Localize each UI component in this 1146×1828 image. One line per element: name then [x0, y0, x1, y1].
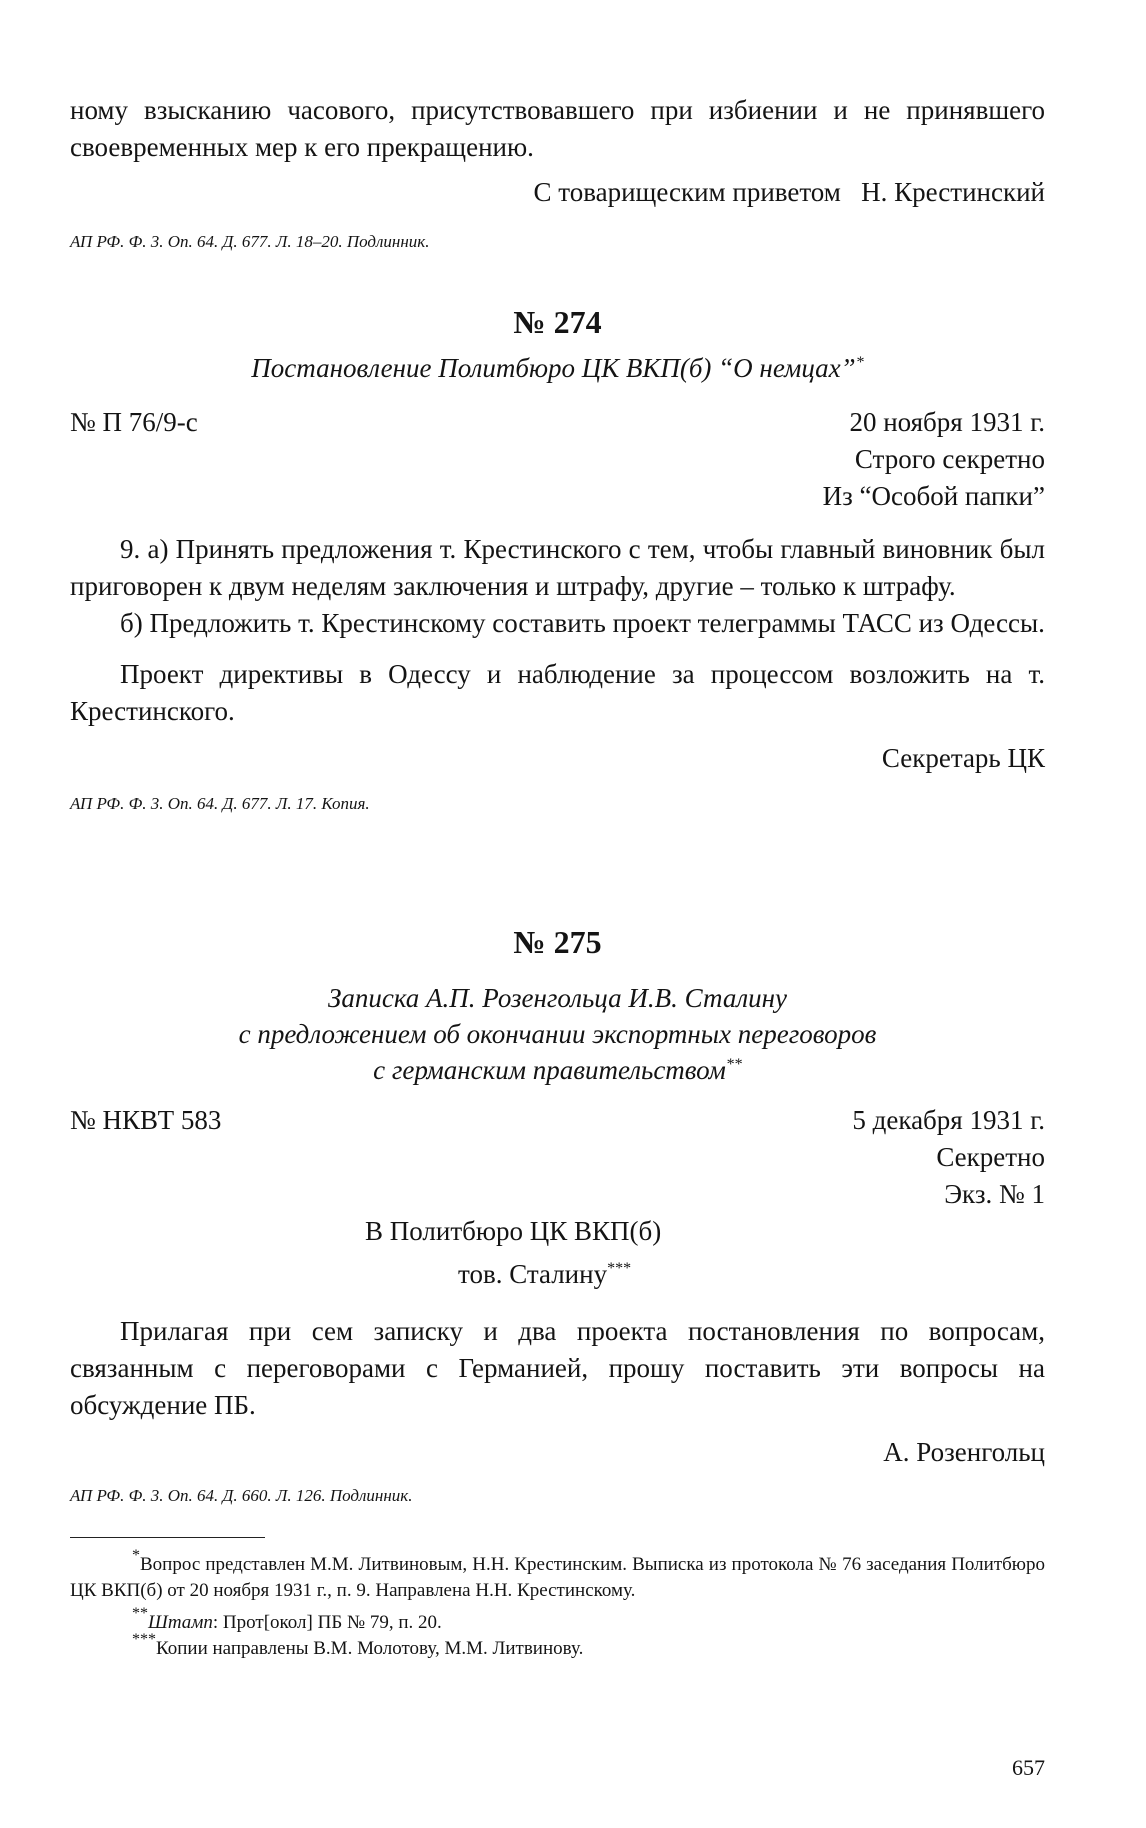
signature: Секретарь ЦК — [881, 743, 1045, 773]
footnote: *Вопрос представлен М.М. Литвиновым, Н.Н. Крестинским. Выписка из протокола № 76 заседания Политбюро ЦК ВКП(б) от 20 ноября 1931 г., п. 9. Направлена Н.Н. Крестинскому. — [70, 1547, 1045, 1601]
paragraph: Прилагая при сем записку и два проекта постановления по вопросам, связанным с переговорами с Германией, прошу поставить эти вопросы на обсуждение ПБ. — [70, 1316, 1045, 1420]
footnote-mark: ** — [132, 1605, 148, 1622]
classification: Строго секретно — [854, 444, 1045, 474]
ref-date-row — [70, 404, 1045, 441]
footnote-mark: *** — [132, 1631, 156, 1648]
document-274 — [70, 302, 1045, 815]
addressee: тов. Сталину*** — [458, 1259, 632, 1289]
footnotes — [70, 1537, 1045, 1662]
footnote-mark: ** — [725, 1056, 742, 1073]
document-title-line: с предложением об окончании экспортных переговоров — [238, 1019, 877, 1049]
classification: Секретно — [936, 1142, 1045, 1172]
footnote-rule — [70, 1537, 265, 1538]
page-number: 657 — [1012, 1755, 1045, 1780]
ref-date-row — [70, 1102, 1045, 1139]
closing-text: С товарищеским приветом — [533, 177, 841, 207]
document-title: Постановление Политбюро ЦК ВКП(б) “О немцах”* — [251, 353, 864, 383]
document-title-line: Записка А.П. Розенгольца И.В. Сталину — [328, 983, 787, 1013]
prev-doc-ending — [70, 92, 1045, 253]
document-number: № 275 — [513, 924, 602, 960]
document-275 — [70, 922, 1045, 1507]
document-number: № 274 — [513, 304, 602, 340]
addressee: В Политбюро ЦК ВКП(б) — [365, 1216, 662, 1246]
footnote: **Штамп: Прот[окол] ПБ № 79, п. 20. — [132, 1605, 442, 1633]
document-date: 5 декабря 1931 г. — [852, 1105, 1045, 1135]
folder-label: Из “Особой папки” — [822, 481, 1045, 511]
paragraph: Проект директивы в Одессу и наблюдение за процессом возложить на т. Крестинского. — [70, 659, 1045, 726]
document-title-line: с германским правительством** — [373, 1055, 742, 1085]
footnote-mark: *** — [607, 1260, 632, 1277]
paragraph: ному взысканию часового, присутствовавшего при избиении и не принявшего своевременных мер к его прекращению. — [70, 95, 1045, 162]
document-page — [70, 0, 1045, 1828]
paragraph: б) Предложить т. Крестинскому составить проект телеграммы ТАСС из Одессы. — [120, 608, 1045, 638]
archive-source: АП РФ. Ф. 3. Оп. 64. Д. 677. Л. 18–20. Подлинник. — [70, 232, 430, 251]
signature: А. Розенгольц — [883, 1437, 1045, 1467]
archive-source: АП РФ. Ф. 3. Оп. 64. Д. 660. Л. 126. Подлинник. — [70, 1486, 413, 1505]
archive-source: АП РФ. Ф. 3. Оп. 64. Д. 677. Л. 17. Копия. — [70, 794, 370, 813]
signature: Н. Крестинский — [861, 177, 1045, 207]
copy-number: Экз. № 1 — [944, 1179, 1045, 1209]
footnote-mark: * — [855, 354, 864, 371]
footnote-mark: * — [132, 1547, 140, 1564]
document-date: 20 ноября 1931 г. — [849, 407, 1045, 437]
footnote: ***Копии направлены В.М. Молотову, М.М. Литвинову. — [132, 1631, 584, 1659]
document-ref: № П 76/9-с — [70, 407, 198, 437]
document-ref: № НКВТ 583 — [70, 1105, 222, 1135]
closing-line — [70, 174, 1045, 211]
paragraph: 9. а) Принять предложения т. Крестинского с тем, чтобы главный виновник был приговорен к двум неделям заключения и штрафу, другие – только к штрафу. — [70, 534, 1045, 601]
